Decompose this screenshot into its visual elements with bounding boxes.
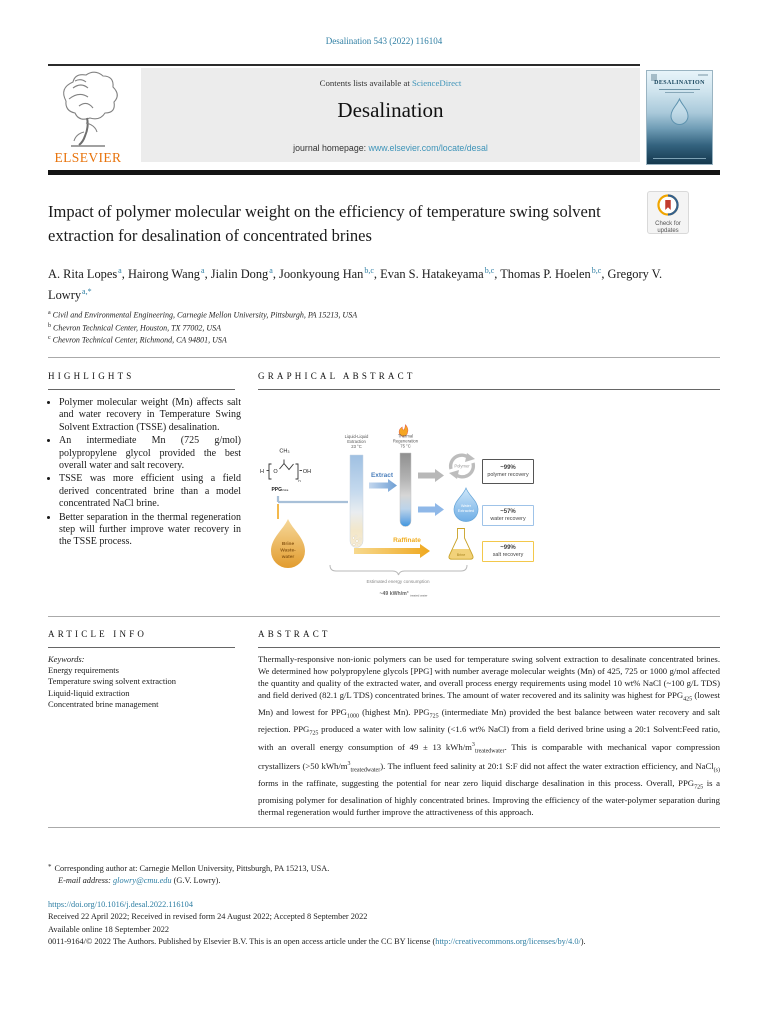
flask-label: Brine [456, 553, 466, 557]
polymer-recovery-box [482, 459, 534, 484]
divider [48, 389, 235, 390]
author-affil-sup: a,* [82, 287, 92, 297]
author: A. Rita Lopes$^a$, [48, 266, 128, 282]
atom-o: O [273, 469, 278, 475]
raffinate-label: Raffinate [393, 537, 421, 544]
author: Evan S. Hatakeyama$^{b,c}$, [380, 266, 501, 282]
article-info-heading: ARTICLE INFO [48, 629, 148, 639]
feed-label-3: water [281, 555, 295, 560]
energy-caption: Estimated energy consumption [366, 579, 430, 584]
highlight-item: • Better separation in the thermal regeneration step will further improve water recovery in the TSSE process. [59, 512, 241, 549]
author-name: Hairong Wang [127, 267, 201, 282]
masthead-bottom-bar [48, 170, 720, 175]
feed-label-2: Waste- [280, 548, 296, 554]
graphical-abstract-canvas [258, 398, 538, 605]
journal-title: Desalination [337, 98, 444, 122]
divider [48, 647, 235, 648]
author-affil-sup: a [118, 266, 122, 275]
author-name: Joonkyoung Han [279, 267, 364, 282]
atom-ch3: CH₃ [279, 448, 290, 455]
author: Joonkyoung Han$^{b,c}$, [279, 266, 381, 282]
homepage-line [141, 143, 640, 153]
masthead-banner [141, 68, 640, 162]
keyword: Concentrated brine management [48, 698, 159, 709]
affiliation: $^a$ Civil and Environmental Engineering, Carnegie Mellon University, Pittsburgh, PA 15213, USA [48, 310, 358, 320]
elsevier-logo [47, 68, 139, 164]
highlights-list [48, 397, 241, 550]
sciencedirect-link[interactable]: ScienceDirect [412, 78, 462, 88]
email-note: E-mail address: glowry@cmu.edu (G.V. Lowry). [58, 876, 221, 885]
column2-label-1: Thermal [397, 433, 414, 439]
affiliation-list [48, 308, 672, 346]
keyword: Energy requirements [48, 665, 119, 676]
email-label: E-mail address: [58, 876, 111, 885]
energy-brace [330, 565, 467, 575]
extract-arrow [369, 479, 397, 492]
author-name: Gregory V. Lowry [48, 267, 663, 303]
divider [258, 647, 720, 648]
divider [48, 616, 720, 617]
check-updates-label-1: Check for [655, 221, 681, 227]
abstract-heading: ABSTRACT [258, 629, 331, 639]
author-affil-sup: b,c [591, 266, 602, 275]
article-meta-block [40, 899, 736, 948]
homepage-text: journal homepage: [293, 143, 369, 153]
affiliation: $^b$ Chevron Technical Center, Houston, TX 77002, USA [48, 322, 222, 333]
cover-title: DESALINATION [654, 80, 705, 86]
atom-n: n [298, 478, 301, 483]
journal-cover [646, 70, 713, 165]
check-updates-badge[interactable] [647, 191, 689, 234]
highlights-heading: HIGHLIGHTS [48, 371, 135, 381]
water-recovery-box [482, 505, 534, 526]
recycle-arrowhead-1 [465, 453, 475, 462]
recycle-label: Polymer [454, 463, 470, 469]
ppg-label: PPG₇₂₅ [271, 487, 289, 493]
salt-recovery-box [482, 541, 534, 562]
affiliation: $^c$ Chevron Technical Center, Richmond, CA 94801, USA [48, 335, 227, 345]
author-name: Thomas P. Hoelen [500, 267, 591, 282]
contents-line [141, 78, 640, 88]
homepage-link[interactable]: www.elsevier.com/locate/desal [368, 143, 488, 153]
solvent-feed-line [278, 496, 348, 502]
column2-label-2: Regeneration [392, 438, 419, 444]
keywords-label: Keywords: [48, 654, 85, 664]
polymer-recovery-value: ~99% [500, 464, 516, 471]
cover-subtitle-line2 [665, 92, 694, 93]
column1-label-3: 23 °C [351, 444, 362, 449]
keywords-block [48, 654, 238, 710]
author: Hairong Wang$^a$, [127, 266, 211, 282]
available-online: Available online 18 September 2022 [48, 924, 170, 934]
author-list [48, 262, 672, 304]
energy-value: ~49 kWh/m³ [379, 591, 409, 597]
author: Thomas P. Hoelen$^{b,c}$, [500, 266, 608, 282]
abstract-text: Thermally-responsive non-ionic polymers can be used for temperature swing solvent extraction to desalinate concentrated brines. We determined how polypropylene glycols [PPG] with number average molecular weights (Mn) of 425, 725 or 1000 g/mol affected the quantity and quality of the extracted water, and overall process energy requirements using model 10 wt% NaCl (~100 g/L TDS) and field derived (82.1 g/L TDS) concentrated brines. The amount of water recovered and its salinity was highest for $PPG_{425}$ (lowest Mn) and lowest for $PPG_{1000}$ (highest Mn). $PPG_{725}$ (intermediate Mn) provided the best balance between water recovery and salt rejection. $PPG_{725}$ produced a water with low salinity (<1.6 wt% NaCl) from a field derived brine using a 20:1 Solvent:Feed ratio, with an overall energy consumption of 49 ± 13 kWh/$m^3_{treatedwater}$. This is comparable with mechanical vapor compression crystallizers (>50 kWh/$m^3_{treatedwater}$). The influent feed salinity at 20:1 S:F did not affect the water extraction efficiency, and NaCl$_{(s)}$ forms in the raffinate, suggesting the potential for near zero liquid discharge desalination in this process. Overall, $PPG_{725}$ is a promising polymer for desalination of highly concentrated brines. Improving the efficiency of the water-polymer separation during thermal regeneration would further improve the attractiveness of this approach. [258, 654, 721, 817]
keyword: Liquid-liquid extraction [48, 687, 130, 698]
doi-link[interactable]: https://doi.org/10.1016/j.desal.2022.116104 [48, 900, 193, 909]
cc-license-link[interactable]: http://creativecommons.org/licenses/by/4.0/ [435, 936, 581, 946]
article-title: Impact of polymer molecular weight on the efficiency of temperature swing solvent extraction for desalination of concentrated brines [48, 202, 601, 245]
atom-oh: OH [302, 469, 312, 475]
corresponding-author-note: * Corresponding author at: Carnegie Mellon University, Pittsburgh, PA 15213, USA. [48, 863, 330, 873]
footnote-block [48, 861, 720, 887]
divider [48, 357, 720, 358]
author-affil-sup: a [201, 266, 205, 275]
journal-reference[interactable]: Desalination 543 (2022) 116104 [325, 36, 443, 46]
contents-text: Contents lists available at [319, 78, 412, 88]
author-affil-sup: b,c [364, 266, 374, 275]
received-dates: Received 22 April 2022; Received in revised form 24 August 2022; Accepted 8 September 2022 [48, 912, 368, 922]
elsevier-tree-icon [47, 68, 129, 150]
email-link[interactable]: glowry@cmu.edu [113, 876, 172, 885]
extraction-column [350, 455, 363, 548]
masthead-top-rule [48, 64, 640, 66]
atom-h: H [260, 469, 264, 475]
water-recovery-value: ~57% [500, 508, 516, 515]
highlight-item: • An intermediate Mn (725 g/mol) polypropylene glycol provided the best overall water and salt recovery. [59, 435, 241, 472]
column2-label-3: 75 °C [400, 443, 411, 449]
ppg-structure [267, 460, 303, 480]
divider [258, 389, 720, 390]
abstract-body [258, 653, 720, 818]
cover-footer-line [653, 158, 706, 159]
salt-recovery-label: salt recovery [492, 551, 524, 558]
polymer-recovery-label: polymer recovery [487, 471, 529, 478]
cover-mini-text [698, 74, 708, 76]
elsevier-wordmark: ELSEVIER [54, 150, 122, 165]
cover-subtitle-line [659, 89, 700, 90]
drop-label-1: Water [460, 503, 472, 508]
highlight-item: • Polymer molecular weight (Mn) affects salt and water recovery in Temperature Swing Solvent Extraction (TSSE) desalination. [59, 397, 241, 434]
author-name: Evan S. Hatakeyama [380, 267, 484, 282]
keyword: Temperature swing solvent extraction [48, 676, 177, 687]
thermal-column [400, 453, 411, 527]
divider [48, 827, 720, 828]
column1-label-1: Liquid-Liquid [344, 434, 369, 439]
highlight-item: • TSSE was more efficient using a field derived concentrated brine than a model concentrated NaCl brine. [59, 473, 241, 510]
drop-label-2: Extracted [457, 508, 475, 513]
water-recovery-label: water recovery [490, 515, 526, 522]
author-name: A. Rita Lopes [48, 267, 118, 282]
graphical-abstract-figure [258, 398, 538, 605]
salt-recovery-value: ~99% [500, 544, 516, 551]
check-updates-label-2: updates [657, 227, 679, 234]
check-updates-icon [657, 194, 679, 216]
copyright-line: 0011-9164/© 2022 The Authors. Published by Elsevier B.V. This is an open access article under the CC BY license (http://creativecommons.org/licenses/by/4.0/). [48, 936, 586, 946]
author-affil-sup: b,c [484, 266, 495, 275]
graphical-abstract-heading: GRAPHICAL ABSTRACT [258, 371, 416, 381]
cover-waterdrop-icon [647, 95, 712, 135]
column1-label-2: Extraction [347, 439, 366, 444]
water-arrow [418, 503, 444, 516]
author: Jialin Dong$^a$, [210, 266, 280, 282]
recycle-arrowhead-2 [449, 470, 459, 479]
raffinate-arrow [354, 544, 430, 558]
polymer-arrow [418, 469, 444, 482]
author-affil-sup: a [269, 266, 273, 275]
author-name: Jialin Dong [210, 267, 269, 282]
extract-label: Extract [370, 472, 394, 479]
feed-label-1: Brine [281, 542, 295, 547]
energy-unit-sub: treated water [410, 593, 428, 598]
